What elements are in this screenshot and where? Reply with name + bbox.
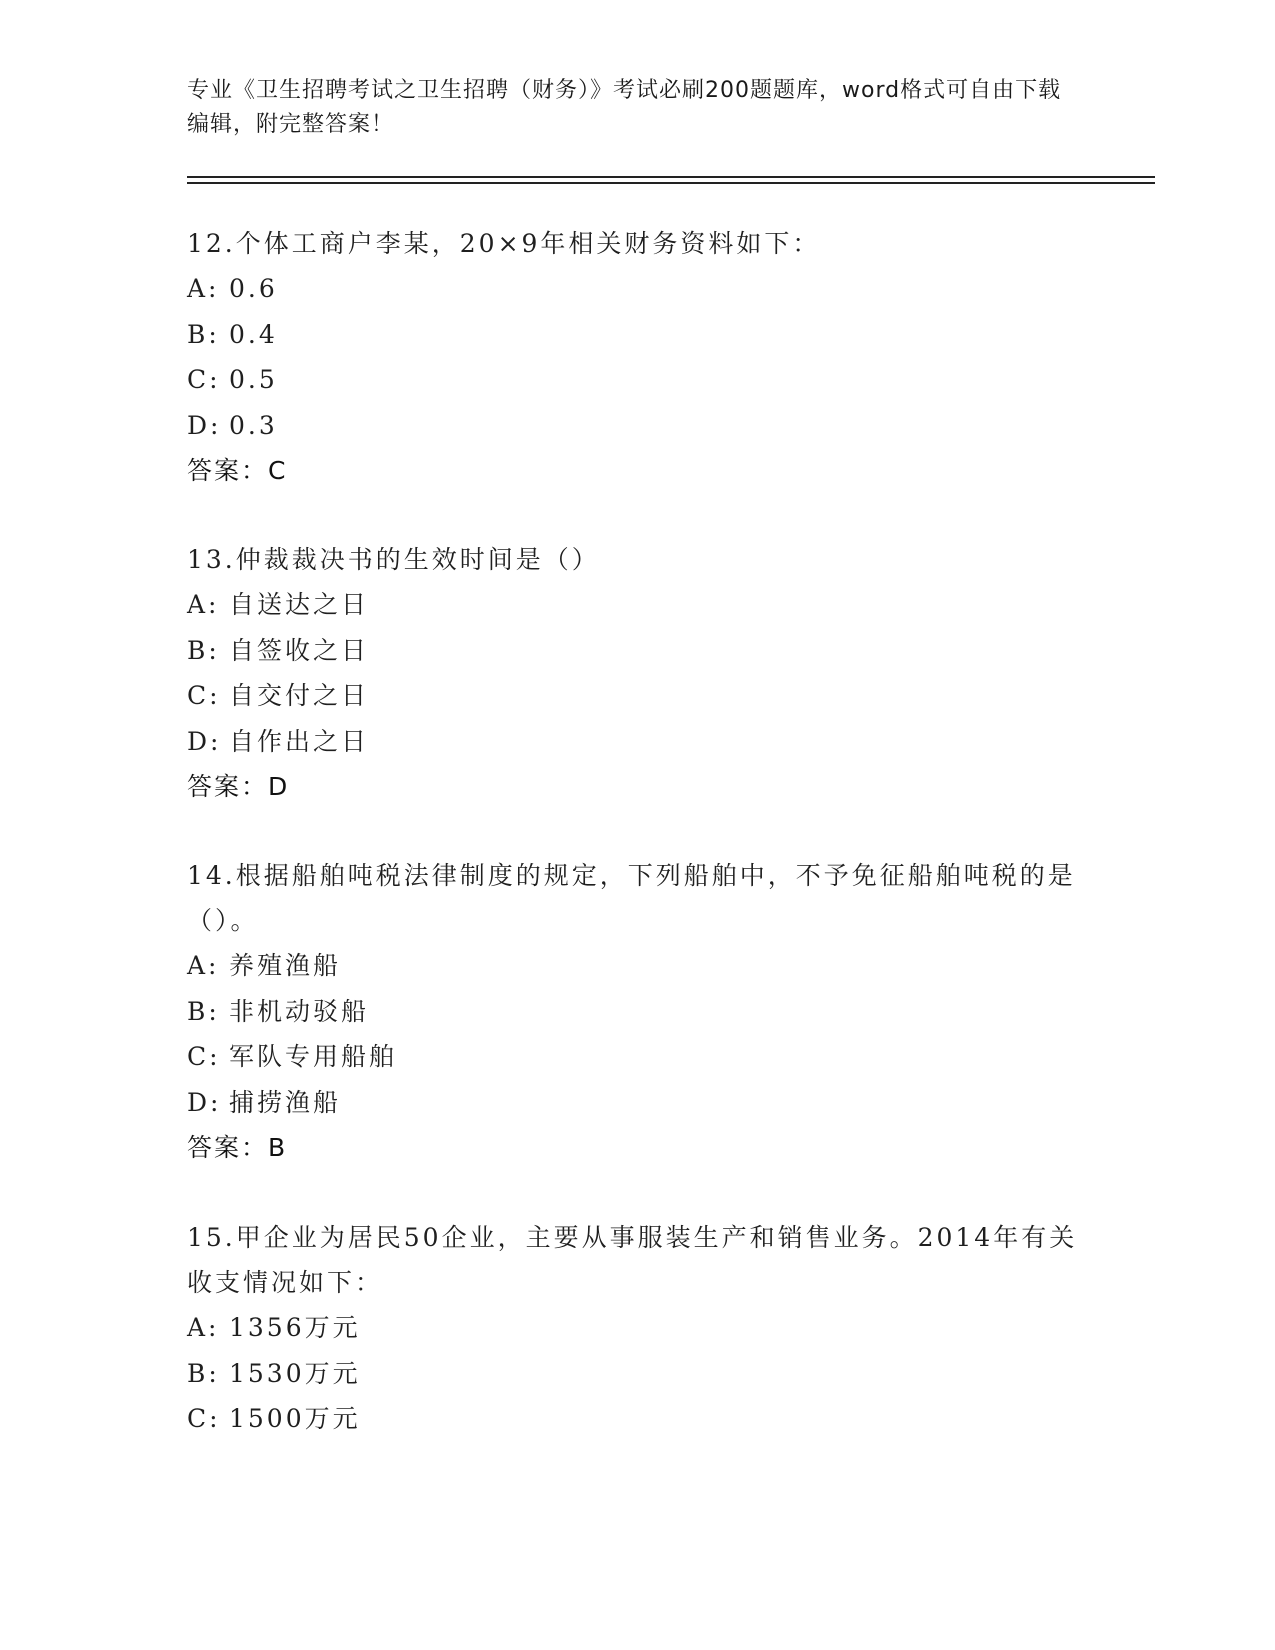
option-text: 0.3 bbox=[229, 410, 278, 440]
answer-line: 答案：B bbox=[187, 1133, 288, 1162]
answer-line: 答案：C bbox=[187, 456, 288, 485]
option-letter: B: bbox=[187, 1358, 220, 1388]
option-letter: B: bbox=[187, 319, 220, 349]
option-c bbox=[187, 673, 1087, 719]
option-d bbox=[187, 1080, 1087, 1126]
option-a bbox=[187, 1305, 1087, 1351]
question-15 bbox=[187, 1215, 1087, 1442]
option-c bbox=[187, 1396, 1087, 1442]
option-letter: D: bbox=[187, 1087, 222, 1117]
option-letter: C: bbox=[187, 365, 221, 394]
option-letter: A: bbox=[187, 274, 220, 303]
option-b bbox=[187, 312, 1087, 358]
option-text: 非机动驳船 bbox=[229, 996, 370, 1026]
option-text: 0.4 bbox=[229, 319, 278, 349]
option-a bbox=[187, 266, 1087, 312]
question-stem: 13.仲裁裁决书的生效时间是（） bbox=[187, 545, 600, 574]
question-12 bbox=[187, 221, 1087, 493]
option-c bbox=[187, 1034, 1087, 1080]
option-letter: C: bbox=[187, 1404, 221, 1433]
option-letter: C: bbox=[187, 1042, 221, 1071]
option-text: 养殖渔船 bbox=[229, 951, 342, 980]
option-letter: B: bbox=[187, 635, 220, 665]
document-intro: 专业《卫生招聘考试之卫生招聘（财务）》考试必刷200题题库，word格式可自由下载编辑，附完整答案！ bbox=[187, 78, 1062, 137]
option-letter: D: bbox=[187, 726, 222, 756]
option-text: 1356万元 bbox=[229, 1313, 361, 1342]
option-b bbox=[187, 628, 1087, 674]
option-text: 捕捞渔船 bbox=[229, 1087, 342, 1117]
header-divider-top bbox=[187, 176, 1155, 178]
option-letter: A: bbox=[187, 1313, 220, 1342]
option-b bbox=[187, 989, 1087, 1035]
option-text: 1530万元 bbox=[229, 1358, 361, 1388]
option-letter: D: bbox=[187, 410, 222, 440]
option-d bbox=[187, 719, 1087, 765]
option-letter: A: bbox=[187, 590, 220, 619]
option-text: 自交付之日 bbox=[229, 681, 370, 710]
option-letter: A: bbox=[187, 951, 220, 980]
answer-line: 答案：D bbox=[187, 772, 290, 801]
header-divider-bottom bbox=[187, 182, 1155, 184]
question-stem: 12.个体工商户李某，20×9年相关财务资料如下： bbox=[187, 229, 821, 258]
option-text: 自签收之日 bbox=[229, 635, 370, 665]
option-d bbox=[187, 403, 1087, 449]
option-b bbox=[187, 1351, 1087, 1397]
question-14 bbox=[187, 853, 1087, 1170]
option-text: 军队专用船舶 bbox=[229, 1042, 398, 1071]
option-text: 自送达之日 bbox=[229, 590, 370, 619]
option-c bbox=[187, 357, 1087, 403]
option-text: 0.5 bbox=[229, 365, 278, 394]
question-13 bbox=[187, 537, 1087, 809]
option-text: 0.6 bbox=[229, 274, 278, 303]
option-letter: B: bbox=[187, 996, 220, 1026]
option-a bbox=[187, 582, 1087, 628]
question-stem: 14.根据船舶吨税法律制度的规定，下列船舶中，不予免征船舶吨税的是（）。 bbox=[187, 861, 1076, 935]
option-text: 自作出之日 bbox=[229, 726, 370, 756]
option-letter: C: bbox=[187, 681, 221, 710]
option-a bbox=[187, 943, 1087, 989]
option-text: 1500万元 bbox=[229, 1404, 361, 1433]
question-stem: 15.甲企业为居民50企业，主要从事服装生产和销售业务。2014年有关收支情况如下： bbox=[187, 1223, 1078, 1297]
